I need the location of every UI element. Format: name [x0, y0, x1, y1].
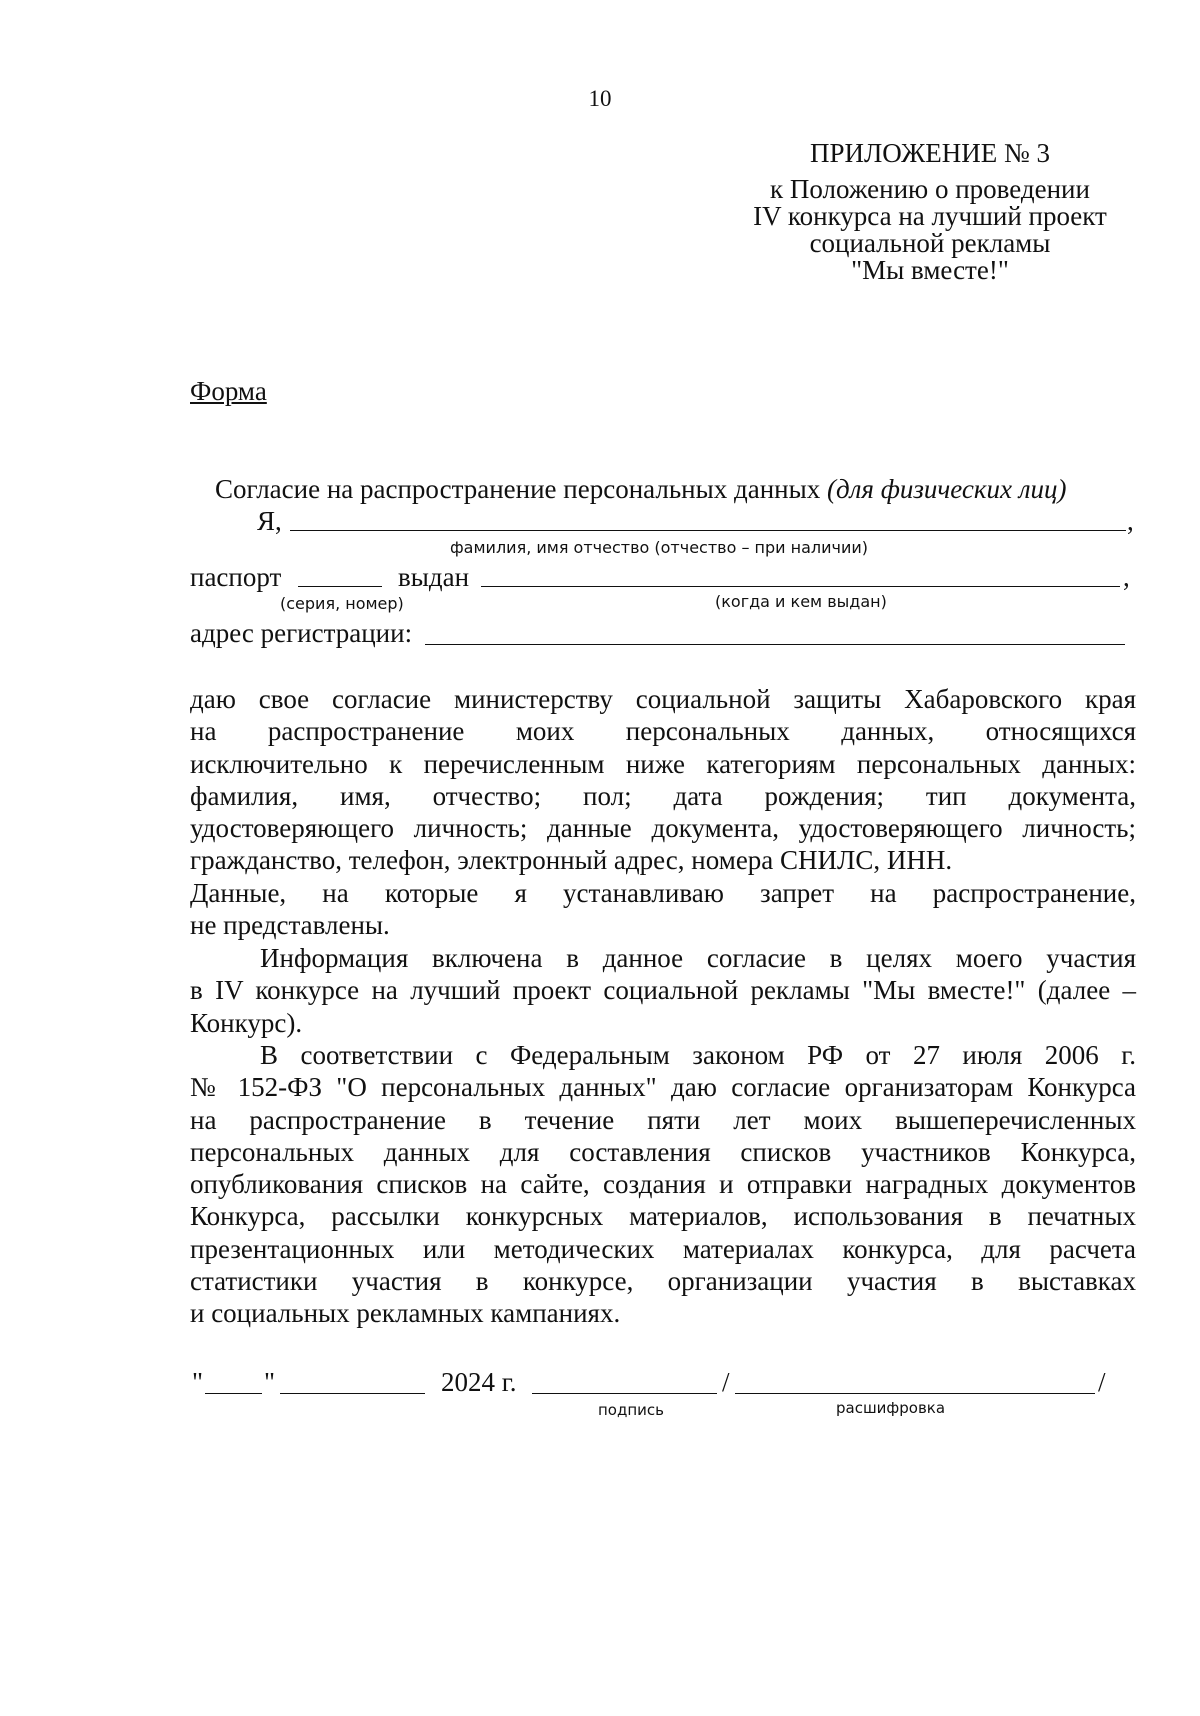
text-line: на распространение моих персональных данных, относящихся: [190, 716, 1136, 747]
passport-series-field[interactable]: [298, 586, 382, 587]
issued-label: выдан: [398, 562, 470, 592]
series-hint: (серия, номер): [280, 594, 404, 613]
page-number: 10: [588, 86, 612, 111]
text-line: статистики участия в конкурсе, организации участия в выставках: [190, 1266, 1136, 1297]
decode-hint: расшифровка: [836, 1399, 946, 1417]
address-field[interactable]: [425, 644, 1125, 645]
text-line: исключительно к перечисленным ниже категориям персональных данных:: [190, 748, 1136, 779]
year-label: 2024 г.: [441, 1367, 517, 1397]
text-line: Конкурс).: [190, 1007, 303, 1038]
text-line: персональных данных для составления списков участников Конкурса,: [190, 1136, 1136, 1167]
name-field[interactable]: [290, 530, 1126, 531]
date-quote-open: ": [192, 1367, 204, 1397]
consent-title-text: Согласие на распространение персональных данных: [215, 474, 821, 504]
text-line: опубликования списков на сайте, создания и отправки наградных документов: [190, 1169, 1136, 1200]
issued-field[interactable]: [481, 586, 1120, 587]
appendix-line: IV конкурса на лучший проект: [753, 201, 1107, 231]
day-field[interactable]: [205, 1393, 262, 1394]
signature-field[interactable]: [532, 1393, 717, 1394]
appendix-line: "Мы вместе!": [851, 255, 1009, 285]
slash-left: /: [722, 1367, 730, 1397]
text-line: фамилия, имя, отчество; пол; дата рождения; тип документа,: [190, 780, 1136, 811]
text-line: и социальных рекламных кампаниях.: [190, 1298, 621, 1329]
signature-hint: подпись: [598, 1401, 664, 1419]
address-label: адрес регистрации:: [190, 618, 413, 648]
consent-paragraph-2: [190, 877, 1136, 942]
issued-hint: (когда и кем выдан): [715, 592, 887, 611]
consent-title-italic: (для физических лиц): [827, 474, 1067, 504]
form-label: Форма: [190, 376, 267, 406]
text-line: Данные, на которые я устанавливаю запрет на распространение,: [190, 878, 1136, 908]
issued-comma: ,: [1123, 562, 1130, 592]
text-line: не представлены.: [190, 910, 390, 941]
date-quote-close: ": [264, 1367, 276, 1397]
name-hint: фамилия, имя отчество (отчество – при наличии): [450, 538, 869, 557]
text-line: на распространение в течение пяти лет моих вышеперечисленных: [190, 1104, 1136, 1135]
i-prefix: Я,: [257, 506, 282, 536]
consent-paragraph-1: [190, 683, 1136, 877]
consent-title: [215, 474, 1067, 505]
decode-field[interactable]: [735, 1393, 1095, 1394]
text-line: даю свое согласие министерству социальной защиты Хабаровского края: [190, 684, 1136, 714]
appendix-line: к Положению о проведении: [770, 174, 1090, 204]
appendix-title: ПРИЛОЖЕНИЕ № 3: [809, 138, 1051, 168]
passport-label: паспорт: [190, 562, 282, 592]
text-line: № 152-ФЗ "О персональных данных" даю согласие организаторам Конкурса: [190, 1072, 1136, 1103]
text-line: Конкурса, рассылки конкурсных материалов, использования в печатных: [190, 1201, 1136, 1232]
text-line: В соответствии с Федеральным законом РФ от 27 июля 2006 г.: [260, 1040, 1136, 1070]
text-line: удостоверяющего личность; данные документа, удостоверяющего личность;: [190, 813, 1136, 844]
month-field[interactable]: [280, 1393, 425, 1394]
consent-paragraph-3: [190, 942, 1136, 1039]
consent-paragraph-4: [190, 1039, 1136, 1330]
text-line: Информация включена в данное согласие в целях моего участия: [260, 943, 1136, 973]
text-line: презентационных или методических материалах конкурса, для расчета: [190, 1233, 1136, 1264]
name-comma: ,: [1127, 506, 1134, 536]
text-line: гражданство, телефон, электронный адрес, номера СНИЛС, ИНН.: [190, 845, 953, 876]
appendix-line: социальной рекламы: [809, 228, 1051, 258]
text-line: в IV конкурсе на лучший проект социальной рекламы "Мы вместе!" (далее –: [190, 975, 1136, 1006]
slash-right: /: [1098, 1367, 1106, 1397]
